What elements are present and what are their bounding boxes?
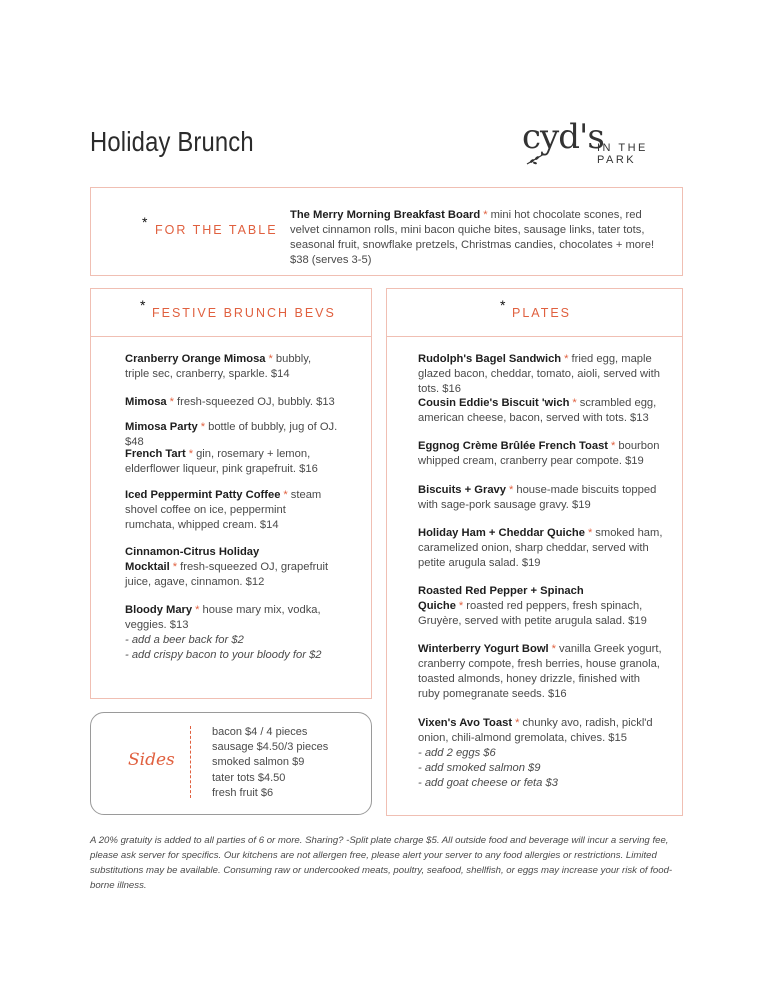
menu-item [125, 603, 350, 663]
menu-item [418, 526, 663, 571]
bevs-heading-rule [90, 336, 372, 337]
menu-item [125, 545, 330, 590]
item-name: Cinnamon-Citrus Holiday Mocktail [125, 546, 260, 573]
item-description: bottle of bubbly, jug of OJ. $48 [125, 421, 338, 448]
item-addon: - add 2 eggs $6 [418, 747, 496, 759]
menu-item [125, 420, 355, 450]
item-description: smoked ham, caramelized onion, sharp cheddar, served with petite arugula salad. $19 [418, 527, 663, 569]
menu-item [418, 483, 663, 513]
item-description: mini hot chocolate scones, red velvet cinnamon rolls, mini bacon quiche bites, sausage links, tater tots, seasonal fruit, snowflake pretzels, Christmas candies, chocolates + more! $38 (serves 3-5) [290, 209, 655, 266]
separator-star-icon: * [611, 440, 616, 452]
star-icon: * [140, 297, 146, 313]
sprig-icon [526, 152, 546, 166]
item-description: fried egg, maple glazed bacon, cheddar, tomato, aioli, served with tots. $16 [418, 353, 660, 395]
item-description: vanilla Greek yogurt, cranberry compote, fresh berries, house granola, toasted almonds, honey drizzle, finished with ruby pomegranate seeds. $16 [418, 643, 662, 700]
item-name: Biscuits + Gravy [418, 484, 506, 496]
item-description: roasted red peppers, fresh spinach, Gruyère, served with petite arugula salad. $19 [418, 600, 647, 627]
item-name: Mimosa Party [125, 421, 198, 433]
plates-heading-rule [386, 336, 683, 337]
item-description: scrambled egg, american cheese, bacon, served with tots. $13 [418, 397, 657, 424]
separator-star-icon: * [268, 353, 273, 365]
section-heading-bevs: FESTIVE BRUNCH BEVS [152, 306, 336, 320]
item-addon: - add smoked salmon $9 [418, 762, 541, 774]
star-icon: * [142, 214, 148, 230]
separator-star-icon: * [564, 353, 569, 365]
menu-item [125, 447, 325, 477]
separator-star-icon: * [172, 561, 178, 573]
item-description: bourbon whipped cream, cranberry pear compote. $19 [418, 440, 660, 467]
item-addon: - add crispy bacon to your bloody for $2 [125, 649, 322, 661]
item-description: house mary mix, vodka, veggies. $13 [125, 604, 321, 631]
item-description: fresh-squeezed OJ, bubbly. $13 [177, 396, 335, 408]
item-description: chunky avo, radish, pickl'd onion, chili-almond gremolata, chives. $15 [418, 717, 653, 744]
menu-item [125, 488, 330, 533]
item-name: Mimosa [125, 396, 167, 408]
side-item: bacon $4 / 4 pieces [212, 726, 308, 738]
menu-item [125, 395, 355, 410]
item-description: bubbly, triple sec, cranberry, sparkle. $14 [125, 353, 312, 380]
item-name: Cranberry Orange Mimosa [125, 353, 266, 365]
restaurant-logo [522, 117, 692, 172]
menu-item [418, 396, 663, 426]
page-title: Holiday Brunch [90, 126, 254, 157]
separator-star-icon: * [195, 604, 200, 616]
separator-star-icon: * [572, 397, 577, 409]
footer-disclaimer: A 20% gratuity is added to all parties of 6 or more. Sharing? -Split plate charge $5. All outside food and beverage will incur a serving fee, please ask server for specifics. Our kitchens are not allergen free, please alert your server to any food allergies or restrictions. Limited substitutions may be available. Consuming raw or undercooked meats, poultry, seafood, shellfish, or eggs may increase your risk of food-borne illness. [90, 835, 673, 891]
menu-item [418, 352, 663, 397]
separator-star-icon: * [169, 396, 175, 408]
item-name: Rudolph's Bagel Sandwich [418, 353, 562, 365]
menu-item [418, 439, 663, 469]
section-heading-for-the-table: FOR THE TABLE [155, 223, 278, 237]
item-name: Holiday Ham + Cheddar Quiche [418, 527, 585, 539]
board-item [290, 208, 660, 268]
item-name: Cousin Eddie's Biscuit 'wich [418, 397, 570, 409]
item-description: fresh-squeezed OJ, grapefruit juice, agave, cinnamon. $12 [125, 561, 329, 588]
separator-star-icon: * [458, 600, 464, 612]
logo-wordmark: cyd's [522, 117, 604, 157]
item-name: Roasted Red Pepper + Spinach Quiche [418, 585, 584, 612]
star-icon: * [500, 297, 506, 313]
item-name: Iced Peppermint Patty Coffee [125, 489, 281, 501]
separator-star-icon: * [200, 421, 206, 433]
separator-star-icon: * [551, 643, 556, 655]
separator-star-icon: * [283, 489, 288, 501]
separator-star-icon: * [509, 484, 514, 496]
side-item: sausage $4.50/3 pieces [212, 741, 329, 754]
sides-list [212, 725, 328, 801]
menu-item [125, 352, 325, 382]
menu-item [418, 642, 663, 702]
separator-star-icon: * [587, 527, 593, 539]
item-description: gin, rosemary + lemon, elderflower liqueur, pink grapefruit. $16 [125, 448, 318, 475]
item-name: Bloody Mary [125, 604, 193, 616]
separator-star-icon: * [483, 209, 488, 221]
side-item: smoked salmon $9 [212, 756, 305, 769]
logo-tagline: IN THE PARK [597, 142, 648, 166]
menu-item [418, 716, 663, 791]
separator-star-icon: * [188, 448, 194, 460]
item-name: Eggnog Crème Brûlée French Toast [418, 440, 609, 452]
item-addon: - add a beer back for $2 [125, 634, 244, 646]
side-item: tater tots $4.50 [212, 771, 286, 784]
side-item: fresh fruit $6 [212, 786, 274, 799]
menu-item [418, 584, 663, 629]
sides-label: Sides [128, 750, 175, 770]
item-name: French Tart [125, 448, 186, 460]
section-heading-plates: PLATES [512, 306, 572, 320]
item-description: house-made biscuits topped with sage-pork sausage gravy. $19 [418, 484, 657, 511]
item-name: Vixen's Avo Toast [418, 717, 513, 729]
item-addon: - add goat cheese or feta $3 [418, 777, 558, 789]
sides-divider [190, 726, 191, 798]
separator-star-icon: * [515, 717, 520, 729]
item-name: Winterberry Yogurt Bowl [418, 643, 549, 655]
item-name: The Merry Morning Breakfast Board [290, 209, 481, 221]
item-description: steam shovel coffee on ice, peppermint rumchata, whipped cream. $14 [125, 489, 322, 531]
